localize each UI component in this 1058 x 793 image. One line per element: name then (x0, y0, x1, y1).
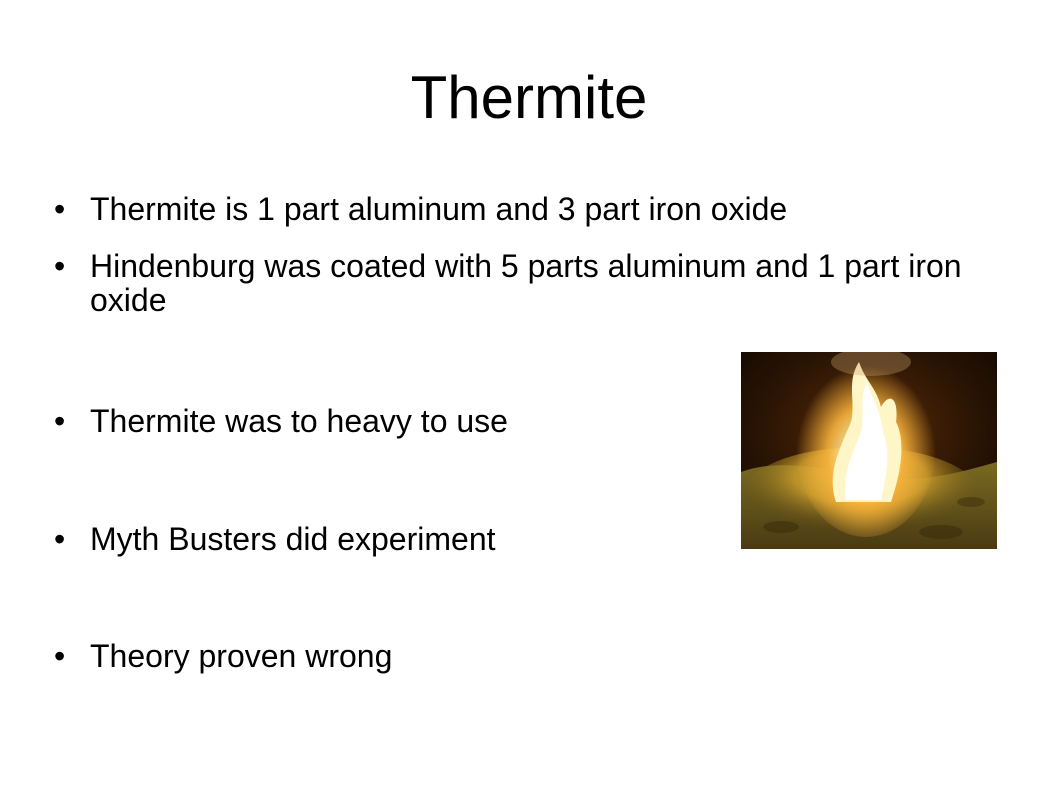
bullet-marker: • (54, 403, 66, 439)
bullet-text: Thermite is 1 part aluminum and 3 part iron oxide (90, 191, 788, 227)
bullet-marker: • (54, 248, 66, 284)
thermite-fire-photo (741, 352, 997, 549)
bullet-text: Hindenburg was coated with 5 parts aluminum and 1 part iron oxide (90, 248, 962, 318)
bullet-text: Thermite was to heavy to use (90, 403, 508, 439)
bullet-text: Theory proven wrong (90, 638, 393, 674)
slide-title: Thermite (410, 64, 648, 131)
bullet-item (54, 192, 1004, 226)
bullet-item (54, 249, 1004, 317)
bullet-marker: • (54, 638, 66, 674)
bullet-marker: • (54, 191, 66, 227)
bullet-item (54, 639, 1004, 673)
fire-image (741, 352, 997, 549)
bullet-text: Myth Busters did experiment (90, 521, 496, 557)
bullet-marker: • (54, 521, 66, 557)
